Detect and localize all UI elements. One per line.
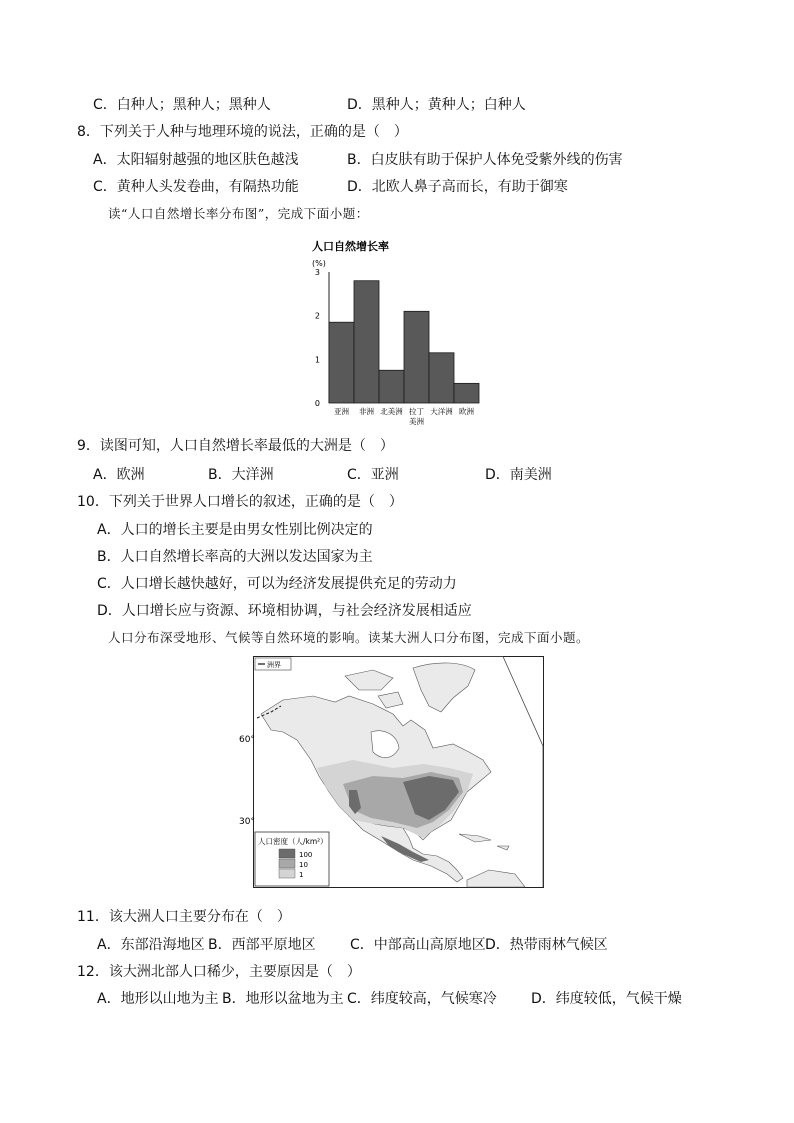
bar-4	[404, 311, 429, 403]
q10-option-d: D．人口增长应与资源、环境相协调，与社会经济发展相适应	[97, 603, 472, 619]
bar-3	[379, 370, 404, 403]
latitude-30-label: 30°	[239, 817, 255, 827]
y-tick-label: 3	[314, 268, 320, 277]
y-tick-label: 1	[314, 355, 320, 365]
x-tick-label: 非洲	[359, 407, 374, 416]
density-level-1: 1	[299, 871, 304, 879]
chart-intro: 读“人口自然增长率分布图”，完成下面小题：	[108, 206, 369, 221]
bar-6	[454, 383, 479, 403]
q8-option-d: D．北欧人鼻子高而长，有助于御寒	[347, 179, 568, 195]
q9-option-d: D．南美洲	[485, 467, 552, 483]
y-tick-label: 0	[314, 399, 320, 408]
q10-option-a: A．人口的增长主要是由男女性别比例决定的	[97, 522, 373, 538]
q9-option-b: B．大洋洲	[208, 467, 274, 483]
q10-option-b: B．人口自然增长率高的大洲以发达国家为主	[97, 549, 373, 565]
y-tick-label: 2	[314, 311, 320, 321]
q12-option-d: D．纬度较低，气候干燥	[531, 991, 682, 1007]
q8-option-b: B．白皮肤有助于保护人体免受紫外线的伤害	[347, 152, 623, 168]
q10-stem: 10．下列关于世界人口增长的叙述，正确的是（ ）	[77, 494, 403, 510]
y-axis-unit: (%)	[312, 259, 326, 268]
density-level-10: 10	[299, 861, 308, 869]
q11-option-d: D．热带雨林气候区	[485, 937, 608, 953]
map-intro: 人口分布深受地形、气候等自然环境的影响。读某大洲人口分布图，完成下面小题。	[108, 630, 590, 645]
q8-option-c: C．黄种人头发卷曲，有隔热功能	[93, 179, 299, 195]
q8-option-a: A．太阳辐射越强的地区肤色越浅	[93, 152, 299, 168]
q9-option-c: C．亚洲	[347, 467, 399, 483]
density-level-100: 100	[299, 851, 313, 859]
x-tick-label: 北美洲	[380, 407, 403, 416]
q7-option-c: C．白种人；黑种人；黑种人	[93, 97, 271, 113]
north-america-population-map	[239, 656, 544, 888]
q11-option-a: A．东部沿海地区	[97, 937, 205, 953]
q11-option-b: B．西部平原地区	[208, 937, 316, 953]
q12-option-b: B．地形以盆地为主	[222, 991, 344, 1007]
density-legend-title: 人口密度（人/km²）	[258, 837, 328, 846]
q12-stem: 12．该大洲北部人口稀少，主要原因是（ ）	[77, 964, 361, 980]
q9-stem: 9．读图可知，人口自然增长率最低的大洲是（ ）	[77, 438, 394, 454]
legend-boundary-label: 洲界	[267, 661, 281, 669]
q11-stem: 11．该大洲人口主要分布在（ ）	[77, 909, 291, 925]
q11-option-c: C．中部高山高原地区	[350, 937, 486, 953]
population-growth-chart	[300, 236, 490, 431]
q9-option-a: A．欧洲	[93, 467, 145, 483]
x-tick-label: 拉丁	[409, 407, 424, 416]
x-tick-label: 欧洲	[459, 407, 474, 416]
bar-1	[329, 322, 354, 403]
chart-title: 人口自然增长率	[312, 240, 389, 253]
bar-2	[354, 281, 379, 403]
x-tick-label: 大洋洲	[430, 407, 453, 416]
x-tick-label: 美洲	[409, 417, 424, 426]
q8-stem: 8．下列关于人种与地理环境的说法，正确的是（ ）	[77, 124, 408, 140]
latitude-60-label: 60°	[239, 735, 255, 745]
bar-5	[429, 353, 454, 403]
q10-option-c: C．人口增长越快越好，可以为经济发展提供充足的劳动力	[97, 576, 457, 592]
q12-option-a: A．地形以山地为主	[97, 991, 219, 1007]
q7-option-d: D．黑种人；黄种人；白种人	[347, 97, 526, 113]
x-tick-label: 亚洲	[334, 407, 349, 416]
q12-option-c: C．纬度较高，气候寒冷	[347, 991, 497, 1007]
